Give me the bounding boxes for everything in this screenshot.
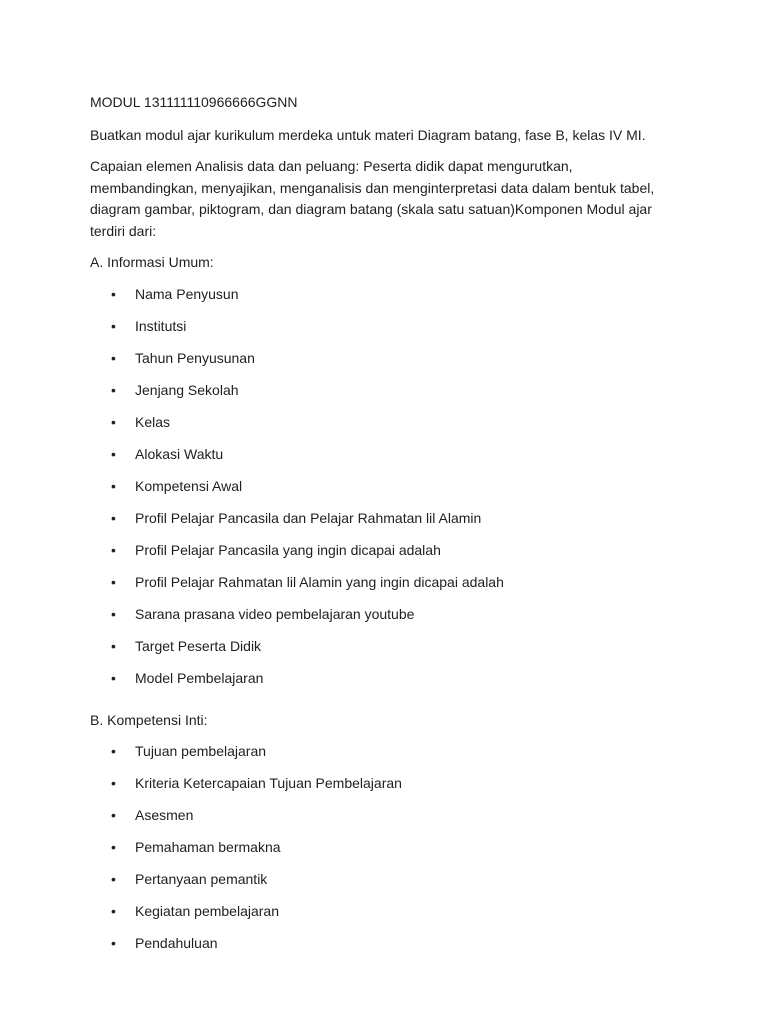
- bullet-icon: •: [111, 413, 116, 430]
- bullet-icon: •: [111, 605, 116, 622]
- bullet-icon: •: [111, 573, 116, 590]
- list-item-text: Kelas: [135, 413, 171, 430]
- list-item: [90, 508, 680, 540]
- list-item: [90, 316, 680, 348]
- bullet-icon: •: [111, 903, 116, 919]
- bullet-icon: •: [111, 381, 116, 398]
- list-item: [90, 604, 680, 636]
- list-item-text: Pertanyaan pemantik: [135, 871, 268, 887]
- list-item: [90, 869, 680, 901]
- list-item: [90, 636, 680, 668]
- list-item-text: Sarana prasana video pembelajaran youtube: [135, 605, 415, 622]
- list-item-text: Tujuan pembelajaran: [135, 743, 267, 759]
- list-item: [90, 572, 680, 604]
- list-item-text: Pemahaman bermakna: [135, 839, 281, 855]
- list-item-text: Institutsi: [135, 317, 187, 334]
- bullet-icon: •: [111, 775, 116, 791]
- list-item-text: Asesmen: [135, 807, 194, 823]
- bullet-icon: •: [111, 445, 116, 462]
- list-item: [90, 444, 680, 476]
- bullet-icon: •: [111, 541, 116, 558]
- bullet-icon: •: [111, 637, 116, 654]
- list-item: [90, 348, 680, 380]
- bullet-icon: •: [111, 669, 116, 686]
- bullet-icon: •: [111, 477, 116, 494]
- request-paragraph: Buatkan modul ajar kurikulum merdeka untuk materi Diagram batang, fase B, kelas IV MI.: [90, 126, 646, 143]
- list-item-text: Target Peserta Didik: [135, 637, 262, 654]
- list-item-text: Model Pembelajaran: [135, 669, 264, 686]
- bullet-icon: •: [111, 743, 116, 759]
- list-item: [90, 773, 680, 805]
- list-item: [90, 837, 680, 869]
- list-item-text: Profil Pelajar Pancasila dan Pelajar Rahmatan lil Alamin: [135, 509, 482, 526]
- document-title: MODUL 131111110966666GGNN: [90, 94, 298, 110]
- bullet-icon: •: [111, 509, 116, 526]
- list-item-text: Alokasi Waktu: [135, 445, 224, 462]
- bullet-icon: •: [111, 935, 116, 951]
- section-heading-informasi-umum: A. Informasi Umum:: [90, 254, 214, 270]
- bullet-icon: •: [111, 839, 116, 855]
- list-item: [90, 933, 680, 965]
- list-item-text: Kompetensi Awal: [135, 477, 243, 494]
- list-item: [90, 284, 680, 316]
- list-item: [90, 668, 680, 700]
- list-item-text: Profil Pelajar Pancasila yang ingin dicapai adalah: [135, 541, 441, 558]
- document-body: [90, 92, 680, 975]
- list-item-text: Kegiatan pembelajaran: [135, 903, 279, 919]
- section-heading-kompetensi-inti: B. Kompetensi Inti:: [90, 711, 208, 728]
- bullet-icon: •: [111, 871, 116, 887]
- bullet-icon: •: [111, 807, 116, 823]
- list-item-text: Profil Pelajar Rahmatan lil Alamin yang ingin dicapai adalah: [135, 573, 504, 590]
- list-item: [90, 805, 680, 837]
- list-item-text: Pendahuluan: [135, 935, 218, 951]
- list-item: [90, 476, 680, 508]
- kompetensi-inti-list: [90, 741, 680, 965]
- list-item-text: Nama Penyusun: [135, 285, 239, 302]
- list-item-text: Kriteria Ketercapaian Tujuan Pembelajaran: [135, 775, 402, 791]
- bullet-icon: •: [111, 285, 116, 302]
- list-item: [90, 901, 680, 933]
- informasi-umum-list: [90, 284, 680, 700]
- list-item: [90, 380, 680, 412]
- list-item-text: Tahun Penyusunan: [135, 349, 255, 366]
- bullet-icon: •: [111, 317, 116, 334]
- bullet-icon: •: [111, 349, 116, 366]
- list-item: [90, 741, 680, 773]
- list-item-text: Jenjang Sekolah: [135, 381, 239, 398]
- list-item: [90, 540, 680, 572]
- achievement-paragraph: Capaian elemen Analisis data dan peluang: Peserta didik dapat mengurutkan, membandingkan, menyajikan, menganalisis dan menginterpretasi data dalam bentuk tabel, diagram gambar, piktogram, dan diagram batang (skala satu satuan)Komponen Modul ajar terdiri dari:: [90, 158, 655, 239]
- list-item: [90, 412, 680, 444]
